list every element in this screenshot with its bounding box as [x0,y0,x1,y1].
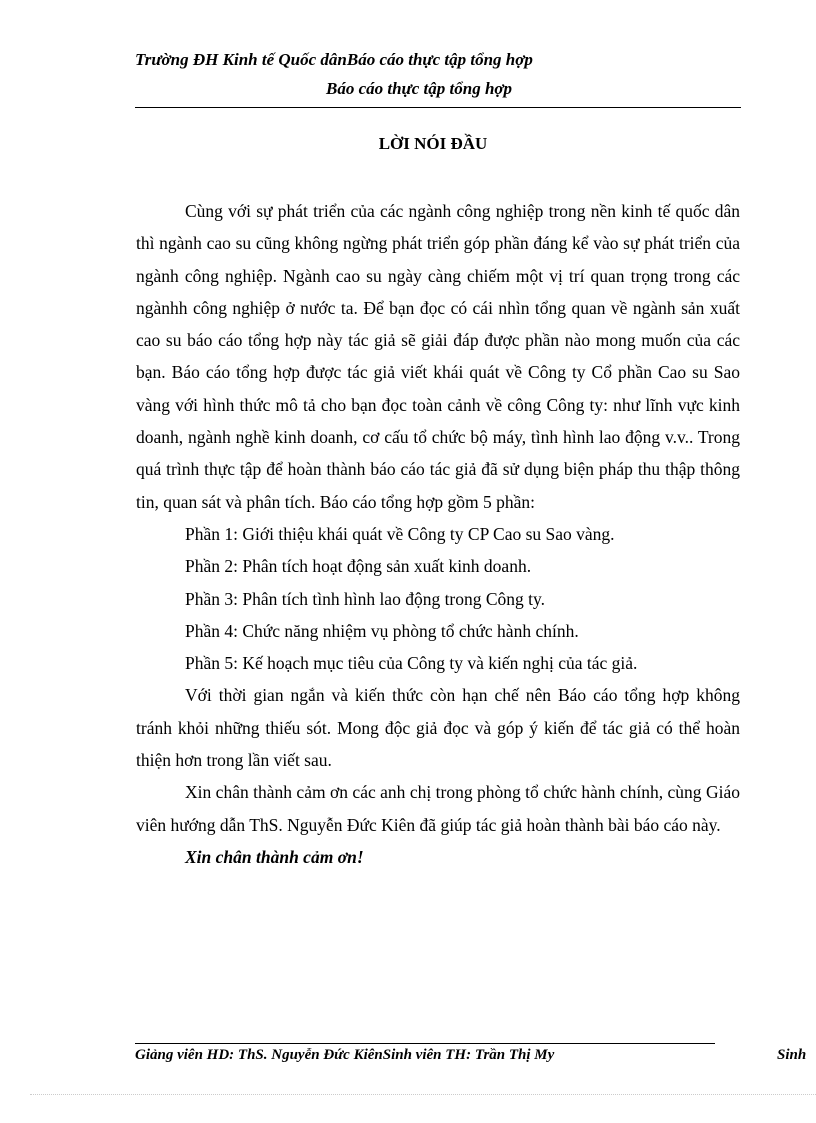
closing-line: Xin chân thành cảm ơn! [185,846,364,867]
page-title: LỜI NÓI ĐẦU [378,134,488,153]
apology-paragraph: Với thời gian ngắn và kiến thức còn hạn chế nên Báo cáo tổng hợp không tránh khỏi những thiếu sót. Mong độc giả đọc và góp ý kiến để tác giả có thể hoàn thiện hơn trong lần viết sau. [136,685,740,771]
intro-paragraph: Cùng với sự phát triển của các ngành công nghiệp trong nền kinh tế quốc dân thì ngành cao su cũng không ngừng phát triển góp phần đáng kể vào sự phát triển của ngành công nghiệp. Ngành cao su ngày càng chiếm một vị trí quan trọng trong các ngànhh công nghiệp ở nước ta. Để bạn đọc có cái nhìn tổng quan về ngành sản xuất cao su báo cáo tổng hợp này tác giả sẽ giải đáp được phần nào mong muốn của các bạn. Báo cáo tổng hợp được tác giả viết khái quát về Công ty Cổ phần Cao su Sao vàng với hình thức mô tả cho bạn đọc toàn cảnh về công Công ty: như lĩnh vực kinh doanh, ngành nghề kinh doanh, cơ cấu tổ chức bộ máy, tình hình lao động v.v.. Trong quá trình thực tập để hoàn thành báo cáo tác giả đã sử dụng biện pháp thu thập thông tin, quan sát và phân tích. Báo cáo tổng hợp gồm 5 phần: [136,201,740,512]
running-footer: Giảng viên HD: ThS. Nguyễn Đức KiênSinh viên TH: Trần Thị My [135,1047,555,1063]
part-list-item: Phần 1: Giới thiệu khái quát về Công ty CP Cao su Sao vàng. [185,523,615,544]
running-header: Trường ĐH Kinh tế Quốc dânBáo cáo thực tập tổng hợp [135,50,533,69]
part-list-item: Phần 4: Chức năng nhiệm vụ phòng tổ chức hành chính. [185,620,579,641]
page-bottom-dotted-edge [30,1094,816,1095]
document-body [136,195,740,873]
thanks-paragraph: Xin chân thành cảm ơn các anh chị trong phòng tổ chức hành chính, cùng Giáo viên hướng dẫn ThS. Nguyễn Đức Kiên đã giúp tác giả hoàn thành bài báo cáo này. [136,782,740,835]
running-header-subtitle: Báo cáo thực tập tổng hợp [326,79,513,98]
header-divider [135,107,741,108]
footer-divider [135,1043,715,1044]
part-list-item: Phần 2: Phân tích hoạt động sản xuất kinh doanh. [185,556,532,577]
part-list-item: Phần 3: Phân tích tình hình lao động trong Công ty. [185,588,546,609]
part-list-item: Phần 5: Kế hoạch mục tiêu của Công ty và kiến nghị của tác giả. [185,653,638,674]
running-footer-overflow: Sinh [777,1047,807,1063]
